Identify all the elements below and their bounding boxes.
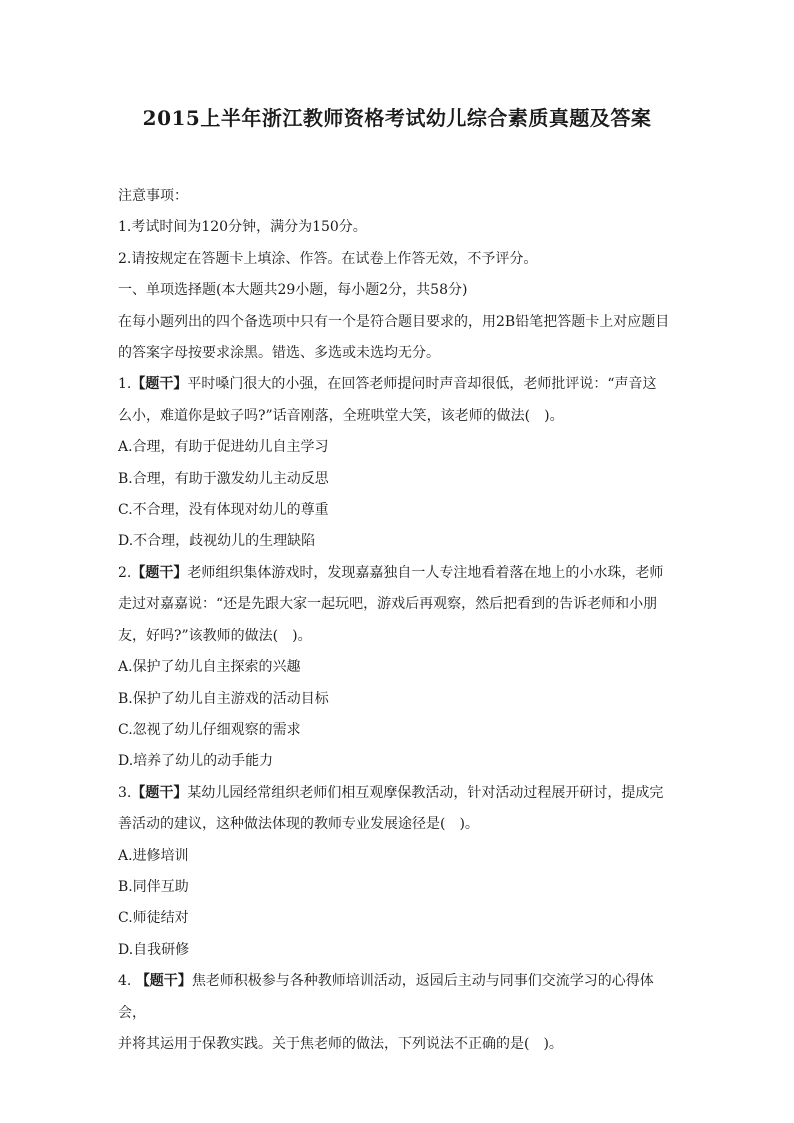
- section-instructions-line: 在每小题列出的四个备选项中只有一个是符合题目要求的，用2B铅笔把答题卡上对应题目: [118, 313, 670, 330]
- section-instructions-line: 的答案字母按要求涂黑。错选、多选或未选均无分。: [118, 345, 440, 362]
- question-2-option-b: B.保护了幼儿自主游戏的活动目标: [118, 690, 329, 707]
- question-4-stem-line: [118, 966, 680, 1029]
- notice-item: 1.考试时间为120分钟，满分为150分。: [118, 219, 367, 236]
- question-3-option-d: D.自我研修: [118, 941, 190, 958]
- question-2-option-c: C.忽视了幼儿仔细观察的需求: [118, 721, 301, 738]
- question-number: 4.: [118, 973, 132, 990]
- document-title: 2015上半年浙江教师资格考试幼儿综合素质真题及答案: [142, 106, 652, 130]
- question-2-stem-line: 走过对嘉嘉说：“还是先跟大家一起玩吧，游戏后再观察，然后把看到的告诉老师和小朋: [118, 596, 658, 613]
- question-text: 某幼儿园经常组织老师们相互观摩保教活动，针对活动过程展开研讨，提成完: [187, 784, 664, 801]
- question-text: 焦老师积极参与各种教师培训活动，返园后主动与同事们交流学习的心得体会，: [118, 973, 654, 1021]
- question-4-stem-line: 并将其运用于保教实践。关于焦老师的做法，下列说法不正确的是( )。: [118, 1035, 563, 1052]
- question-2-stem-line: [118, 558, 680, 589]
- notice-item: 2.请按规定在答题卡上填涂、作答。在试卷上作答无效，不予评分。: [118, 250, 538, 267]
- question-1-stem-line: [118, 369, 680, 400]
- question-3-option-b: B.同伴互助: [118, 878, 189, 895]
- question-number: 1.: [118, 376, 132, 393]
- question-tag: 【题干】: [131, 376, 188, 393]
- section-heading: 一、单项选择题(本大题共29小题，每小题2分，共58分): [118, 282, 468, 299]
- question-text: 老师组织集体游戏时，发现嘉嘉独自一人专注地看着落在地上的小水珠，老师: [187, 564, 664, 581]
- question-3-option-a: A.进修培训: [118, 847, 189, 864]
- document-body: [118, 181, 680, 1060]
- question-2-option-d: D.培养了幼儿的动手能力: [118, 753, 274, 770]
- question-tag: 【题干】: [135, 973, 192, 990]
- question-1-option-b: B.合理，有助于激发幼儿主动反思: [118, 470, 329, 487]
- question-1-stem-line: 么小，难道你是蚊子吗?”话音刚落，全班哄堂大笑，该老师的做法( )。: [118, 407, 564, 424]
- question-1-option-a: A.合理，有助于促进幼儿自主学习: [118, 439, 329, 456]
- question-number: 2.: [118, 564, 132, 581]
- question-3-stem-line: [118, 778, 680, 809]
- question-tag: 【题干】: [131, 784, 188, 801]
- question-tag: 【题干】: [131, 564, 188, 581]
- question-2-stem-line: 友，好吗?”该教师的做法( )。: [118, 627, 312, 644]
- question-1-option-d: D.不合理，歧视幼儿的生理缺陷: [118, 533, 316, 550]
- question-3-stem-line: 善活动的建议，这种做法体现的教师专业发展途径是( )。: [118, 816, 479, 833]
- question-number: 3.: [118, 784, 132, 801]
- notice-heading: 注意事项：: [118, 188, 188, 204]
- question-text: 平时嗓门很大的小强，在回答老师提问时声音却很低，老师批评说：“声音这: [187, 376, 657, 393]
- question-2-option-a: A.保护了幼儿自主探索的兴趣: [118, 659, 301, 676]
- question-3-option-c: C.师徒结对: [118, 910, 189, 927]
- question-1-option-c: C.不合理，没有体现对幼儿的尊重: [118, 502, 329, 519]
